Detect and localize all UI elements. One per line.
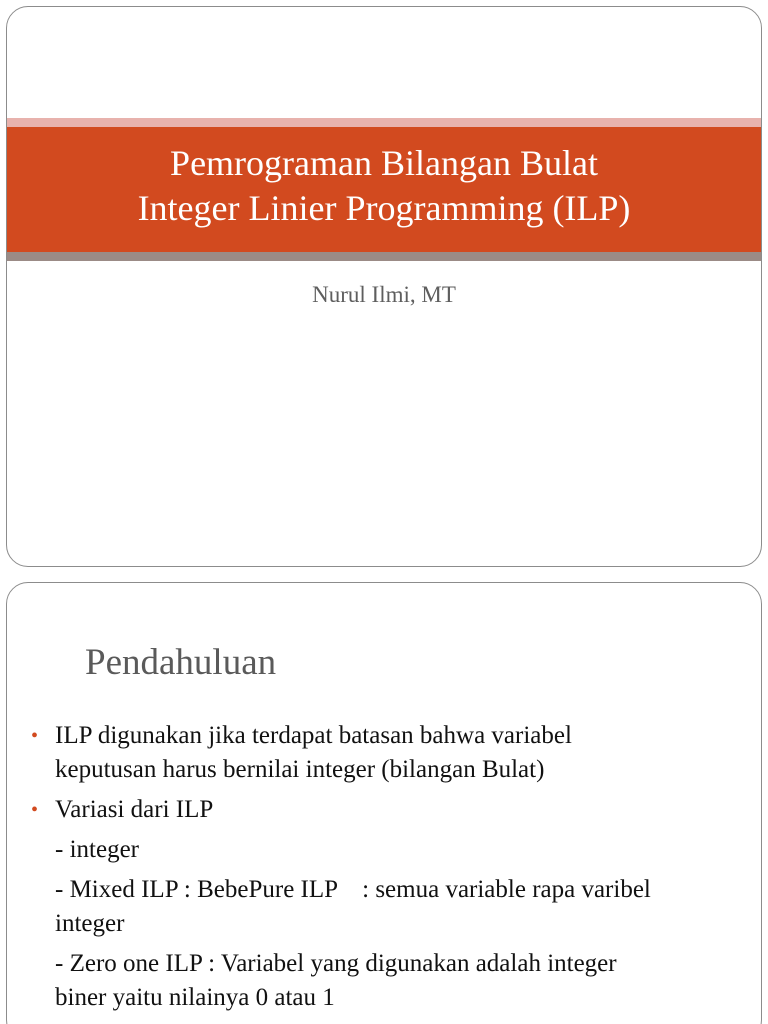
title-slide: [6, 6, 762, 567]
slide-title: [7, 141, 761, 231]
bullet-item: [27, 719, 745, 787]
slide-title-line-2: Integer Linier Programming (ILP): [137, 188, 631, 228]
content-slide-title: Pendahuluan: [85, 642, 277, 683]
bullet-text-line: ILP digunakan jika terdapat batasan bahwa variabel: [55, 722, 572, 749]
title-band-bottom-stripe: [7, 252, 761, 261]
content-slide: [6, 582, 762, 1024]
bullet-text-line: keputusan harus bernilai integer (bilangan Bulat): [55, 756, 545, 783]
bullet-marker: •: [31, 725, 39, 747]
slide-subtitle: Nurul Ilmi, MT: [312, 282, 456, 307]
sub-item-line: - Zero one ILP : Variabel yang digunakan adalah integer: [55, 950, 617, 977]
sub-item-line: biner yaitu nilainya 0 atau 1: [55, 984, 335, 1011]
title-band-top-stripe: [7, 118, 761, 127]
bullet-text-line: Variasi dari ILP: [55, 796, 214, 823]
sub-item: [27, 873, 745, 941]
bullet-marker: •: [31, 799, 39, 821]
slide-title-line-1: Pemrograman Bilangan Bulat: [170, 143, 598, 183]
sub-item-line: - integer: [55, 836, 139, 863]
sub-item-line: - Mixed ILP : BebePure ILP : semua variable rapa varibel: [55, 876, 651, 903]
sub-item: [27, 947, 745, 1015]
sub-item-line: integer: [55, 910, 125, 937]
sub-item: [27, 833, 745, 867]
bullet-item: [27, 793, 745, 827]
content-body: [27, 719, 745, 1021]
